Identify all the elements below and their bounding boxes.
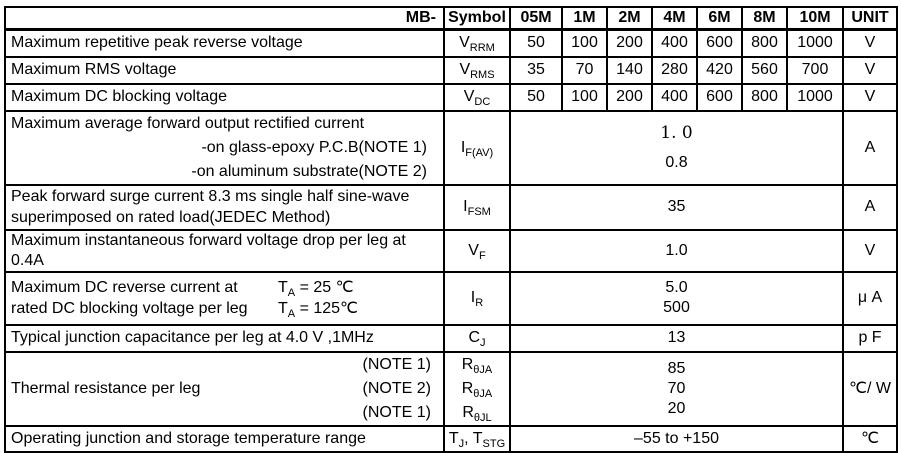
vrms-value-10m: 700 (787, 57, 843, 84)
vrrm-unit: V (843, 30, 897, 57)
ifsm-symbol: $I_{FSM}$ (444, 185, 510, 230)
vdc-value-05m: 50 (510, 84, 562, 111)
ir-condition-25c: $T_A = 25$ ℃ (278, 279, 354, 300)
col-header-05m: 05M (510, 7, 562, 30)
vdc-symbol: $V_{DC}$ (444, 84, 510, 111)
ir-unit: μ A (843, 272, 897, 325)
ir-description (5, 272, 444, 325)
col-header-6m: 6M (697, 7, 742, 30)
row-vdc (5, 84, 897, 111)
thermal-symbols (444, 352, 510, 426)
vf-description: Maximum instantaneous forward voltage drop per leg at 0.4A (5, 230, 444, 272)
vdc-description: Maximum DC blocking voltage (5, 84, 444, 111)
cj-unit: p F (843, 325, 897, 352)
ifav-desc-line2: -on glass-epoxy P.C.B(NOTE 1) (201, 138, 427, 156)
row-vf (5, 230, 897, 272)
thermal-desc-label: Thermal resistance per leg (11, 379, 201, 397)
vrrm-value-4m: 400 (652, 30, 697, 57)
col-header-2m: 2M (607, 7, 652, 30)
thermal-values: 85 70 20 (510, 352, 843, 426)
ifav-desc-line1: Maximum average forward output rectified current (11, 114, 365, 132)
vrrm-description: Maximum repetitive peak reverse voltage (5, 30, 444, 57)
ir-value-line1: 5.0 (665, 279, 688, 296)
vrrm-symbol: $V_{RRM}$ (444, 30, 510, 57)
thermal-symbol-rthja1: $R_{\theta JA}$ (461, 355, 493, 376)
vrms-symbol: $V_{RMS}$ (444, 57, 510, 84)
vf-symbol: $V_F$ (444, 230, 510, 272)
ir-test-conditions (278, 277, 358, 319)
vrms-value-8m: 560 (742, 57, 787, 84)
header-row (5, 7, 897, 30)
header-unit: UNIT (843, 7, 897, 30)
tstg-value: –55 to +150 (510, 426, 843, 452)
vdc-value-1m: 100 (562, 84, 607, 111)
vrms-value-6m: 420 (697, 57, 742, 84)
row-ifsm (5, 185, 897, 230)
cj-symbol: $C_J$ (444, 325, 510, 352)
vdc-value-4m: 400 (652, 84, 697, 111)
cj-description: Typical junction capacitance per leg at 4.0 V ,1MHz (5, 325, 444, 352)
ifav-value (510, 111, 843, 185)
vdc-value-6m: 600 (697, 84, 742, 111)
vrrm-value-10m: 1000 (787, 30, 843, 57)
cj-value: 13 (510, 325, 843, 352)
col-header-10m: 10M (787, 7, 843, 30)
row-tstg (5, 426, 897, 452)
vrms-unit: V (843, 57, 897, 84)
row-ifav (5, 111, 897, 185)
thermal-unit: ℃/ W (843, 352, 897, 426)
ir-value-line2: 500 (663, 299, 690, 316)
vdc-value-2m: 200 (607, 84, 652, 111)
vrms-value-2m: 140 (607, 57, 652, 84)
vf-unit: V (843, 230, 897, 272)
vdc-value-10m: 1000 (787, 84, 843, 111)
ir-desc-lines: Maximum DC reverse current at rated DC blocking voltage per leg (11, 279, 248, 317)
ifav-unit: A (843, 111, 897, 185)
tstg-unit: ℃ (843, 426, 897, 452)
ifsm-description (5, 185, 444, 230)
vrrm-value-1m: 100 (562, 30, 607, 57)
ir-condition-125c: $T_A$ = 125℃ (278, 300, 359, 321)
thermal-symbol-rthjl: $R_{\theta JL}$ (462, 403, 492, 424)
ir-value (510, 272, 843, 325)
vrms-value-4m: 280 (652, 57, 697, 84)
ifav-symbol: $I_{F(AV)}$ (444, 111, 510, 185)
row-vrms (5, 57, 897, 84)
ifsm-desc-line2: superimposed on rated load(JEDEC Method) (11, 209, 331, 226)
vdc-unit: V (843, 84, 897, 111)
maximum-ratings-table (4, 6, 898, 453)
col-header-8m: 8M (742, 7, 787, 30)
vrrm-value-05m: 50 (510, 30, 562, 57)
col-header-1m: 1M (562, 7, 607, 30)
thermal-description (5, 352, 444, 426)
row-vrrm (5, 30, 897, 57)
tstg-symbol: $T_J$, $T_{STG}$ (444, 426, 510, 452)
vrrm-value-8m: 800 (742, 30, 787, 57)
ifsm-desc-line1: Peak forward surge current 8.3 ms single half sine-wave (11, 188, 410, 205)
row-thermal-resistance (5, 352, 897, 426)
col-header-4m: 4M (652, 7, 697, 30)
vrrm-value-6m: 600 (697, 30, 742, 57)
tstg-description: Operating junction and storage temperature range (5, 426, 444, 452)
row-ir (5, 272, 897, 325)
ir-symbol: $I_R$ (444, 272, 510, 325)
ifav-description (5, 111, 444, 185)
vrrm-value-2m: 200 (607, 30, 652, 57)
ifsm-unit: A (843, 185, 897, 230)
ifav-value-line1: 1. 0 (660, 122, 693, 143)
header-series-prefix: MB- (5, 7, 444, 30)
thermal-notes: (NOTE 1) (NOTE 2) (NOTE 1) (362, 355, 431, 421)
header-symbol: Symbol (444, 7, 510, 30)
row-cj (5, 325, 897, 352)
vdc-value-8m: 800 (742, 84, 787, 111)
ifav-value-line2: 0.8 (665, 153, 688, 171)
vf-value: 1.0 (510, 230, 843, 272)
ifav-desc-line3: -on aluminum substrate(NOTE 2) (191, 162, 427, 180)
vrms-value-1m: 70 (562, 57, 607, 84)
ifsm-value: 35 (510, 185, 843, 230)
thermal-symbol-rthja2: $R_{\theta JA}$ (461, 379, 493, 400)
vrms-value-05m: 35 (510, 57, 562, 84)
vrms-description: Maximum RMS voltage (5, 57, 444, 84)
